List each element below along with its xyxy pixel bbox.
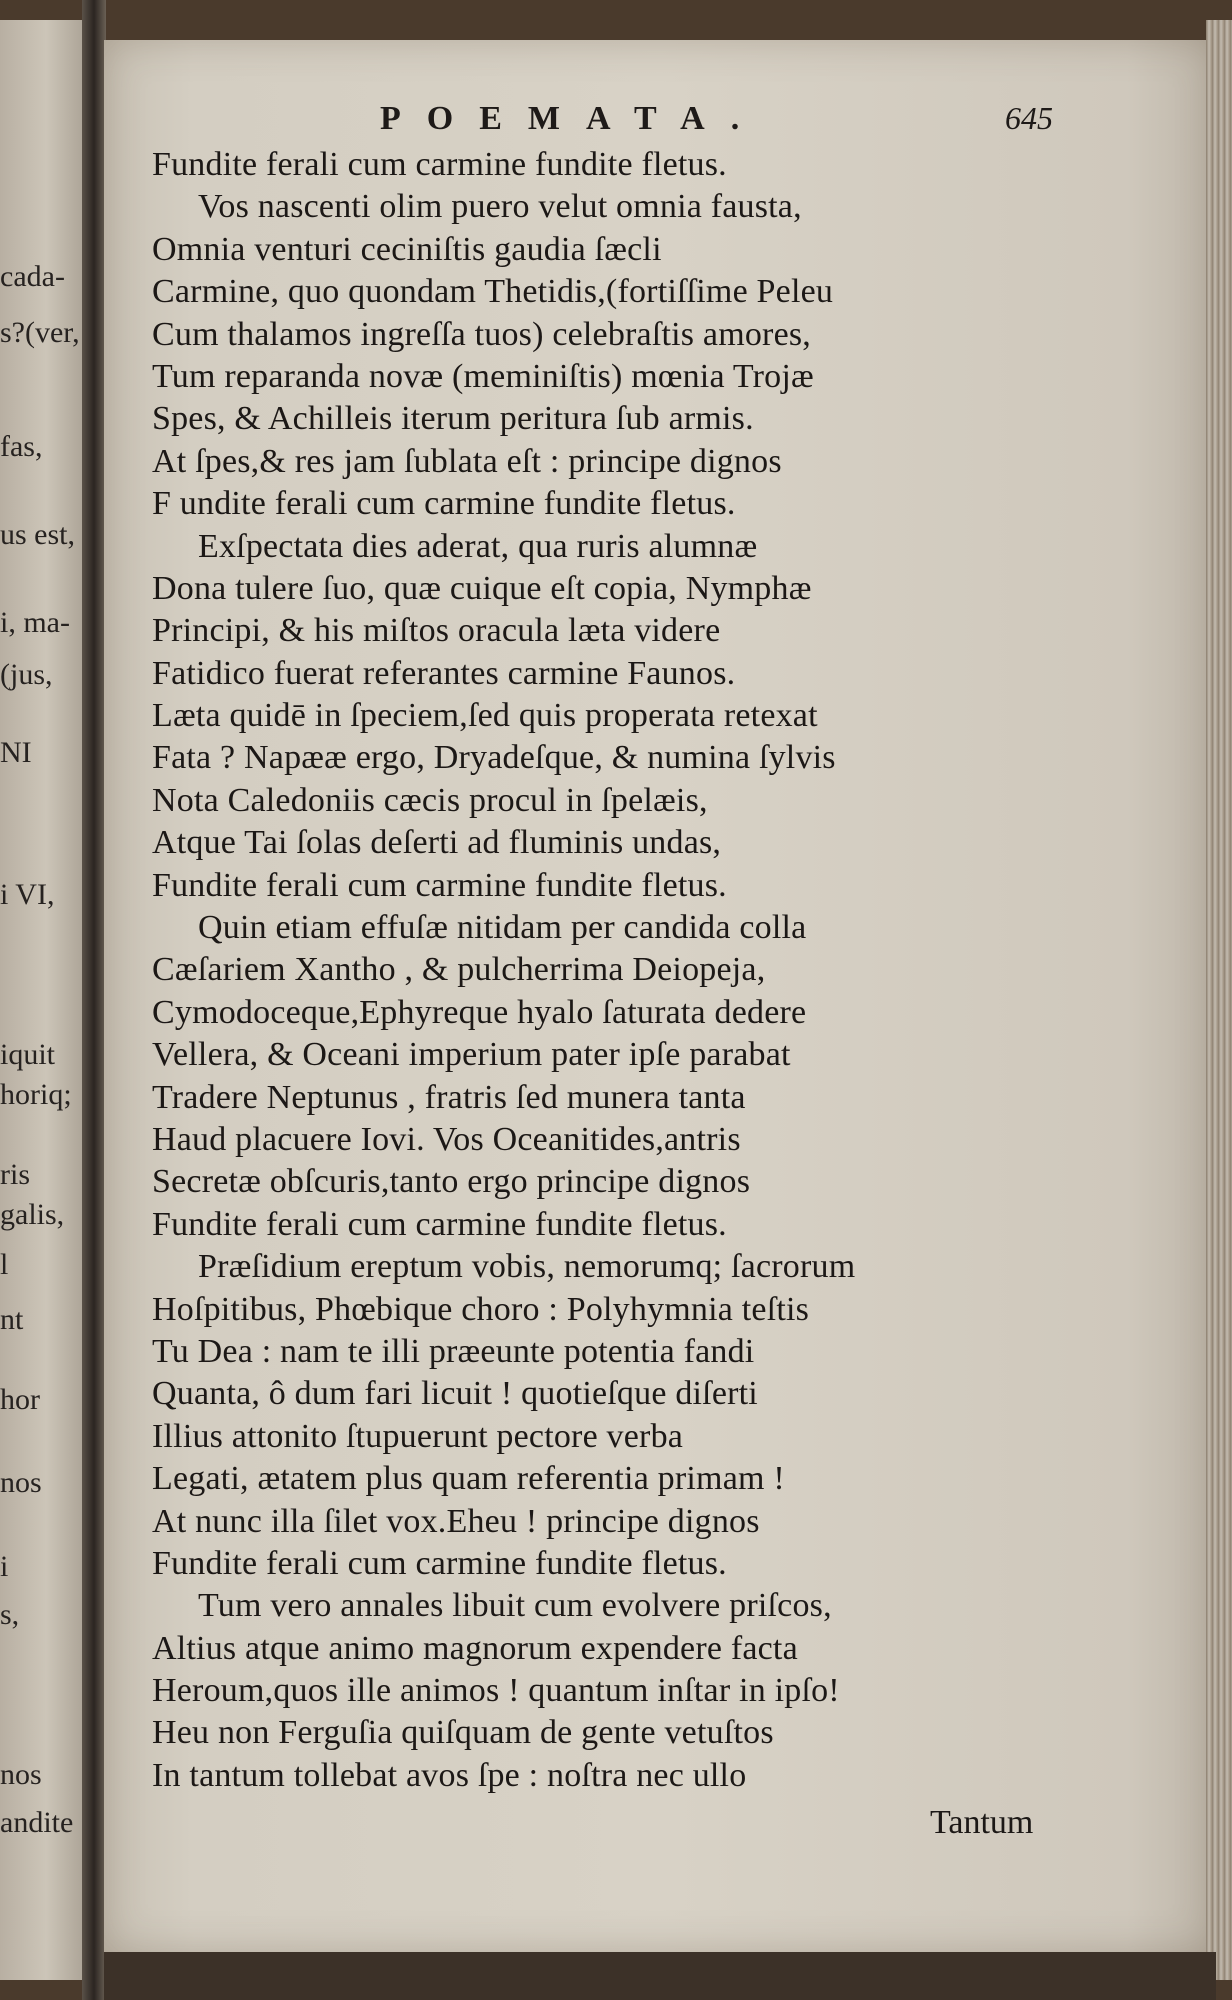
- facing-page-edge: [0, 20, 92, 1980]
- poem-line: Secretæ obſcuris,tanto ergo principe dignos: [152, 1163, 751, 1201]
- poem-line: Heu non Ferguſia quiſquam de gente vetuſtos: [152, 1714, 774, 1752]
- facing-page-fragment: l: [0, 1248, 9, 1281]
- facing-page-fragment: nt: [0, 1303, 24, 1336]
- poem-line: Fundite ferali cum carmine fundite fletus.: [152, 1205, 727, 1243]
- poem-line: Omnia venturi ceciniſtis gaudia ſæcli: [152, 230, 662, 268]
- catchword: Tantum: [930, 1804, 1034, 1841]
- poem-line: Principi, & his miſtos oracula læta videre: [152, 612, 721, 650]
- poem-line: At ſpes,& res jam ſublata eſt : principe dignos: [152, 442, 782, 480]
- book-gutter: [82, 0, 106, 2000]
- facing-page-fragment: nos: [0, 1758, 42, 1791]
- poem-line: Haud placuere Iovi. Vos Oceanitides,antris: [152, 1120, 741, 1158]
- poem-line: Hoſpitibus, Phœbique choro : Polyhymnia teſtis: [152, 1290, 810, 1328]
- facing-page-fragment: horiq;: [0, 1078, 72, 1111]
- poem-line: Fundite ferali cum carmine fundite fletus.: [152, 1544, 727, 1582]
- page-number: 645: [1005, 100, 1053, 136]
- poem-line: Cum thalamos ingreſſa tuos) celebraſtis amores,: [152, 315, 812, 353]
- poem-line: Altius atque animo magnorum expendere facta: [152, 1629, 798, 1667]
- poem-line: Læta quidē in ſpeciem,ſed quis properata retexat: [152, 697, 818, 735]
- facing-page-fragment: ris: [0, 1158, 30, 1191]
- poem-line: F undite ferali cum carmine fundite fletus.: [152, 485, 736, 523]
- poem-line: Cymodoceque,Ephyreque hyalo ſaturata dedere: [152, 993, 807, 1031]
- facing-page-fragment: cada-: [0, 260, 65, 293]
- poem-line: Vellera, & Oceani imperium pater ipſe parabat: [152, 1036, 791, 1074]
- poem-line: At nunc illa ſilet vox.Eheu ! principe dignos: [152, 1502, 760, 1540]
- facing-page-fragment: us est,: [0, 518, 75, 551]
- poem-line: Illius attonito ſtupuerunt pectore verba: [152, 1417, 684, 1455]
- facing-page-fragment: s,: [0, 1598, 20, 1631]
- facing-page-fragment: i: [0, 1550, 9, 1583]
- facing-page-fragment: nos: [0, 1466, 42, 1499]
- poem-line: Fata ? Napææ ergo, Dryadeſque, & numina ſylvis: [152, 739, 836, 777]
- poem-line: Fatidico fuerat referantes carmine Faunos.: [152, 654, 736, 692]
- running-title: POEMATA.: [380, 100, 766, 137]
- poem-line: Tum vero annales libuit cum evolvere priſcos,: [198, 1587, 832, 1625]
- poem-line: Tum reparanda novæ (meminiſtis) mœnia Trojæ: [152, 357, 814, 395]
- facing-page-fragment: fas,: [0, 430, 43, 463]
- poem-line: Quanta, ô dum fari licuit ! quotieſque diſerti: [152, 1375, 758, 1413]
- poem-line: Cæſariem Xantho , & pulcherrima Deiopeja,: [152, 951, 766, 989]
- book-bottom-edge: [104, 1952, 1216, 2000]
- facing-page-fragment: (jus,: [0, 658, 53, 691]
- poem-line: Dona tulere ſuo, quæ cuique eſt copia, Nymphæ: [152, 569, 812, 607]
- poem-line: Atque Tai ſolas deſerti ad fluminis undas,: [152, 824, 722, 862]
- poem-line: Spes, & Achilleis iterum peritura ſub armis.: [152, 400, 754, 438]
- poem-line: Fundite ferali cum carmine fundite fletus.: [152, 146, 727, 183]
- facing-page-fragment: NI: [0, 736, 32, 769]
- poem-line: Nota Caledoniis cæcis procul in ſpelæis,: [152, 781, 708, 819]
- poem-line: Tu Dea : nam te illi præeunte potentia fandi: [152, 1332, 755, 1370]
- poem-text-block: [152, 144, 1092, 1797]
- poem-line: Exſpectata dies aderat, qua ruris alumnæ: [198, 527, 758, 565]
- poem-line: Carmine, quo quondam Thetidis,(fortiſſime Peleu: [152, 273, 834, 311]
- facing-page-fragment: i, ma-: [0, 606, 70, 639]
- facing-page-fragment: i VI,: [0, 878, 55, 911]
- poem-line: In tantum tollebat avos ſpe : noſtra nec ullo: [152, 1756, 747, 1794]
- poem-line: Vos nascenti olim puero velut omnia fausta,: [198, 188, 802, 226]
- facing-page-fragment: iquit: [0, 1038, 56, 1071]
- poem-line: Legati, ætatem plus quam referentia primam !: [152, 1460, 785, 1498]
- poem-line: Præſidium ereptum vobis, nemorumq; ſacrorum: [198, 1248, 856, 1286]
- page-fore-edge: [1206, 20, 1232, 1980]
- facing-page-fragment: andite: [0, 1806, 74, 1839]
- poem-line: Quin etiam effuſæ nitidam per candida colla: [198, 909, 807, 947]
- facing-page-fragment: hor: [0, 1383, 40, 1416]
- poem-line: Fundite ferali cum carmine fundite fletus.: [152, 866, 727, 904]
- poem-line: Heroum,quos ille animos ! quantum inſtar in ipſo!: [152, 1672, 840, 1710]
- poem-line: Tradere Neptunus , fratris ſed munera tanta: [152, 1078, 746, 1116]
- facing-page-fragment: galis,: [0, 1198, 65, 1231]
- facing-page-fragment: s?(ver,: [0, 316, 80, 349]
